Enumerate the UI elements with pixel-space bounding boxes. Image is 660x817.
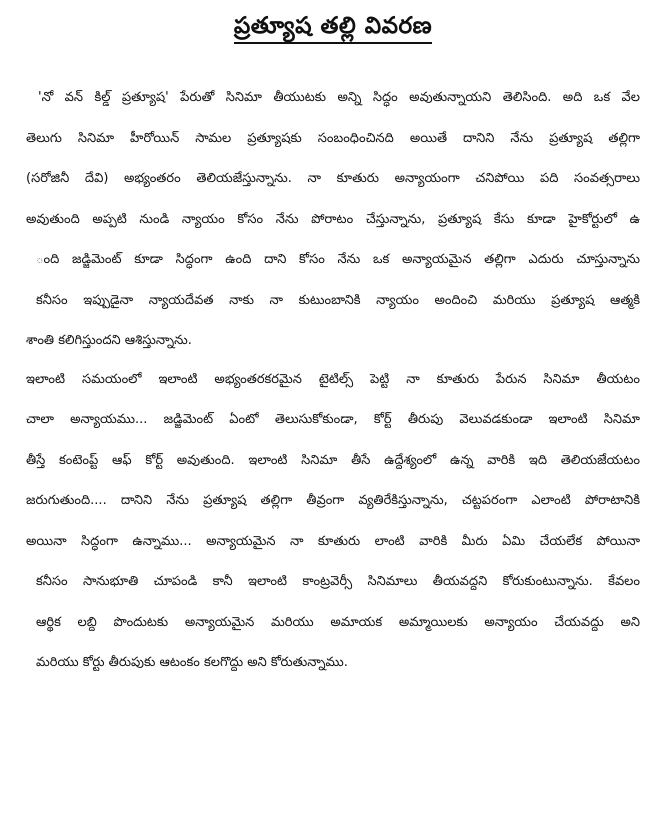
- text-line: కనీసం సానుభూతి చూపండి కానీ ఇలాంటి కాంట్రవెర్సీ సినిమాలు తీయవద్దని కోరుకుంటున్నాను. కేవలం: [36, 574, 640, 589]
- text-line: అయినా సిద్ధంగా ఉన్నాము... అన్యాయమైన నా కూతురు లాంటి వారికి మీరు ఏమి చేయలేక పోయినా: [26, 533, 640, 549]
- text-line: జరుగుతుంది.... దానిని నేను ప్రత్యూష తల్లిగా తీవ్రంగా వ్యతిరేకిస్తున్నాను, చట్టపరంగా ఎలాంటి పోరాటానికి: [26, 493, 640, 508]
- title-container: [26, 12, 640, 56]
- document-body: [26, 88, 640, 694]
- text-line: చాలా అన్యాయము... జడ్జిమెంట్ ఏంటో తెలుసుకోకుండా, కోర్ట్ తీరుపు వెలువడకుండా ఇలాంటి సినిమా: [26, 412, 640, 427]
- text-line: ఇలాంటి సమయంలో ఇలాంటి అభ్యంతరకరమైన టైటిల్స్ పెట్టి నా కూతురు పేరున సినిమా తీయటం: [26, 371, 640, 387]
- page-title: ప్రత్యూష తల్లి వివరణ: [234, 12, 432, 44]
- text-line: (సరోజినీ దేవి) అభ్యంతరం తెలియజేస్తున్నాను. నా కూతురు అన్యాయంగా చనిపోయి పది సంవత్సరాలు: [26, 171, 640, 186]
- text-line: అవుతుంది అప్పటి నుండి న్యాయం కోసం నేను పోరాటం చేస్తున్నాను, ప్రత్యూష కేసు కూడా హైకోర్టులో ఉ: [26, 211, 640, 227]
- text-line: ఆర్థిక లబ్ది పొందుటకు అన్యాయమైన మరియు అమాయక అమ్మాయిలకు అన్యాయం చేయవద్దు అని: [36, 614, 640, 630]
- text-line: తెలుగు సినిమా హీరోయిన్ సామల ప్రత్యూషకు సంబంధించినది అయితే దానిని నేను ప్రత్యూష తల్లిగా: [26, 130, 640, 146]
- text-line: శాంతి కలిగిస్తుందని ఆశిస్తున్నాను.: [26, 333, 192, 348]
- text-line: తీస్తే కంటెంప్ట్ ఆఫ్ కోర్ట్ అవుతుంది. ఇలాంటి సినిమా తీసే ఉద్దేశ్యంలో ఉన్న వారికి ఇది తెలియజేయటం: [26, 452, 640, 468]
- text-line: ంది జడ్జిమెంట్ కూడా సిద్ధంగా ఉంది దాని కోసం నేను ఒక అన్యాయమైన తల్లిగా ఎదురు చూస్తున్నాను: [36, 252, 640, 267]
- text-line: 'నో వన్ కిల్డ్ ప్రత్యూష' పేరుతో సినిమా తీయుటకు అన్ని సిద్ధం అవుతున్నాయని తెలిసింది. అది ఒక వేల: [38, 90, 640, 105]
- text-line: కనీసం ఇప్పుడైనా న్యాయదేవత నాకు నా కుటుంబానికి న్యాయం అందించి మరియు ప్రత్యూష ఆత్మకి: [36, 292, 640, 308]
- text-line: మరియు కోర్టు తీరుపుకు ఆటంకం కలగొద్దు అని కోరుతున్నాము.: [36, 655, 348, 670]
